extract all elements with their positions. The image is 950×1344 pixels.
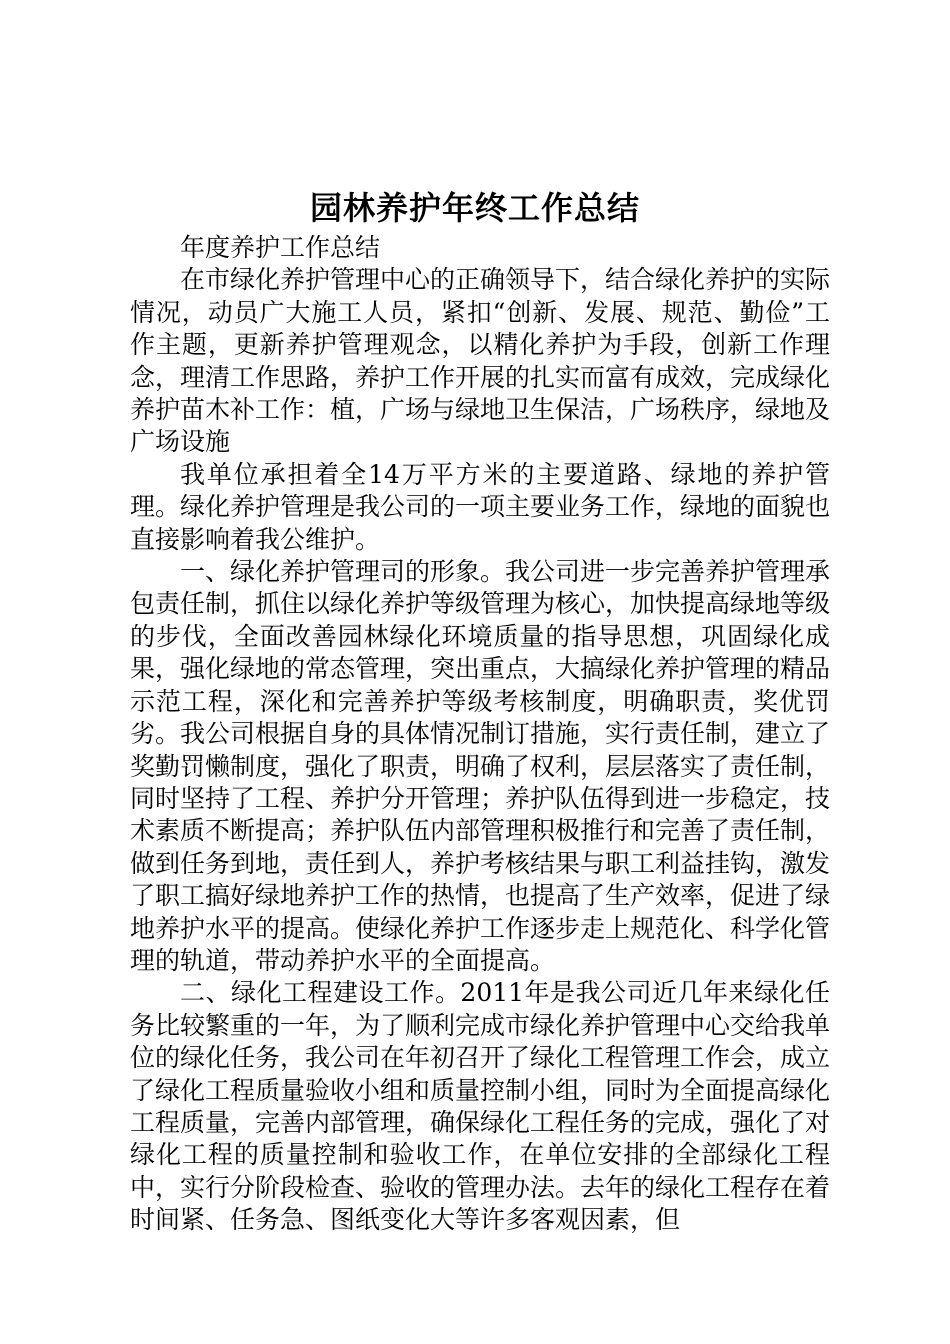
document-title: 园林养护年终工作总结 <box>309 189 640 227</box>
paragraph-section-one: 一、绿化养护管理司的形象。我公司进一步完善养护管理承包责任制，抓住以绿化养护等级管理为核心，加快提高绿地等级的步伐，全面改善园林绿化环境质量的指导思想，巩固绿化成果，强化绿地的常态管理，突出重点，大搞绿化养护管理的精品示范工程，深化和完善养护等级考核制度，明确职责，奖优罚劣。我公司根据自身的具体情况制订措施，实行责任制，建立了奖勤罚懒制度，强化了职责，明确了权利，层层落实了责任制，同时坚持了工程、养护分开管理；养护队伍得到进一步稳定，技术素质不断提高；养护队伍内部管理积极推行和完善了责任制，做到任务到地，责任到人，养护考核结果与职工利益挂钩，激发了职工搞好绿地养护工作的热情，也提高了生产效率，促进了绿地养护水平的提高。使绿化养护工作逐步走上规范化、科学化管理的轨道，带动养护水平的全面提高。 <box>130 557 831 975</box>
paragraph-intro: 在市绿化养护管理中心的正确领导下，结合绿化养护的实际情况，动员广大施工人员，紧扣“创新、发展、规范、勤俭”工作主题，更新养护管理观念，以精化养护为手段，创新工作理念，理清工作思路，养护工作开展的扎实而富有成效，完成绿化养护苗木补工作：植，广场与绿地卫生保洁，广场秩序，绿地及广场设施 <box>130 265 831 457</box>
document-body <box>130 232 830 1237</box>
paragraph-scope: 我单位承担着全14万平方米的主要道路、绿地的养护管理。绿化养护管理是我公司的一项主要业务工作，绿地的面貌也直接影响着我公维护。 <box>130 459 831 554</box>
paragraph-section-two: 二、绿化工程建设工作。2011年是我公司近几年来绿化任务比较繁重的一年，为了顺利完成市绿化养护管理中心交给我单位的绿化任务，我公司在年初召开了绿化工程管理工作会，成立了绿化工程质量验收小组和质量控制小组，同时为全面提高绿化工程质量，完善内部管理，确保绿化工程任务的完成，强化了对绿化工程的质量控制和验收工作，在单位安排的全部绿化工程中，实行分阶段检查、验收的管理办法。去年的绿化工程存在着时间紧、任务急、图纸变化大等许多客观因素，但 <box>130 978 831 1235</box>
paragraph-subtitle: 年度养护工作总结 <box>180 233 381 262</box>
